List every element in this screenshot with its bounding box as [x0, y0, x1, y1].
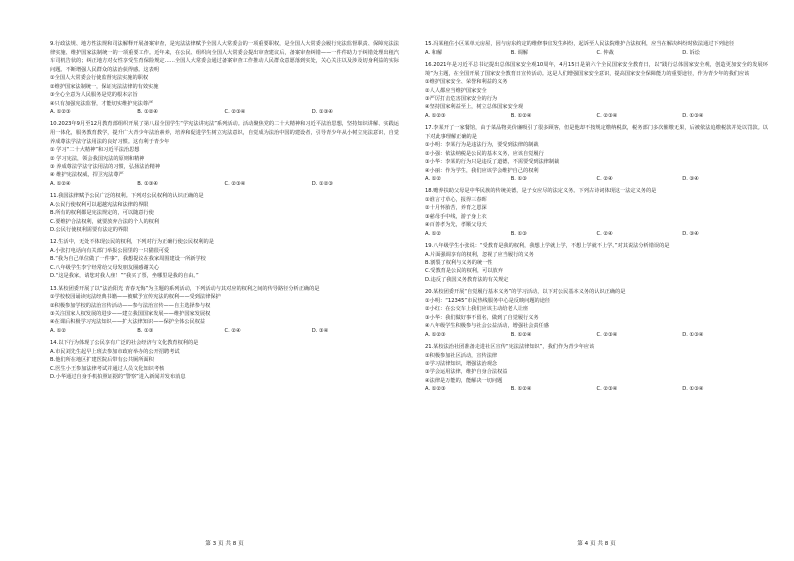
- question-stem: 12.生活中，无处不体现公民的权利，下列对行为正确行使公民权利的是: [50, 239, 214, 246]
- statement-list: [50, 348, 399, 382]
- answer-options: [425, 112, 768, 120]
- statement-item: ③学会运用法律，维护自身合法权益: [425, 369, 508, 376]
- statement-item: ① 学习“二十大精神”和习近平法治思想: [50, 147, 140, 154]
- statement-item: ③小华：我们做好事不留名，做到了自觉履行义务: [425, 314, 539, 321]
- answer-option: D. 诉讼: [682, 49, 700, 56]
- statement-list: [425, 297, 768, 331]
- statement-item: ①维护国家安全、荣誉和利益的义务: [425, 79, 508, 86]
- answer-option: D. ③④: [311, 327, 329, 334]
- answer-option: D. ①③④: [682, 386, 704, 393]
- statement-list: [50, 201, 399, 235]
- statement-item: ④小丽：作为学生，我们应该学会维护自己的权利: [425, 167, 539, 174]
- statement-list: [50, 293, 399, 327]
- statement-item: ②积极参加学校的法治宣传活动——参与法治宣传——自主选择参与权: [50, 302, 211, 309]
- question-block: [50, 120, 399, 188]
- question-stem: 10.2023年9月至12月教育部组织开展了第八届全国学生“学宪法讲宪法”系列活动。活动聚焦党的二十大精神和习近平法治思想，坚持知识讲解、实践运用一体化，服务教育教学，提升广大青少年法治素养，培养和促进学生树立宪法意识，自觉成为法治中国的建设者，引导青少年从小树立宪法意识，自觉养成尊法学法守法用法的良好习惯。这有利于青少年: [50, 121, 399, 145]
- statement-list: [50, 247, 399, 281]
- answer-option: A. ①②: [50, 327, 67, 334]
- statement-item: B.“我为自己单位做了一件事”，我想提议在我家周围建设一所新学校: [50, 256, 206, 263]
- question-stem: 15.冯某租住小区某单元房屋，因与房东约定的维修事宜发生纠纷，起诉至人民法院维护合法权利，应当在解决纠纷时依法通过下列途径: [425, 41, 735, 47]
- answer-option: D. ①②③: [311, 180, 333, 187]
- statement-item: C.要维护合法权利，就要放弃合法的个人的权利: [50, 218, 160, 225]
- statement-item: ②小强：依法纳税是公民的基本义务，应该自觉履行: [425, 150, 544, 157]
- answer-option: D. ③④: [682, 230, 699, 237]
- question-block: [425, 40, 768, 57]
- question-stem: 13.某校团委开展了以“法治阳光 青春无悔”为主题的系列活动，下列活动与其对应的权利之间的传导路径分析正确的是: [50, 285, 320, 292]
- answer-option: B. ①②④: [510, 331, 532, 338]
- statement-item: C.受教育是公民的权利，可以放弃: [425, 268, 503, 275]
- left-question-list: [50, 40, 399, 382]
- answer-option: A. ①②: [425, 230, 442, 237]
- statement-list: [425, 141, 768, 175]
- answer-option: A. ①②③: [425, 112, 446, 119]
- question-block: [425, 124, 768, 183]
- question-block: [425, 187, 768, 238]
- answer-option: B. ①②④: [137, 109, 159, 115]
- question-stem: 14.以下行为体现了公民享有广泛的社会经济与文化教育权利的是: [50, 340, 199, 347]
- question-stem: 20.某校团委开展“自觉履行基本义务”的学习活动，以下对公民基本义务的认识正确的是: [425, 289, 626, 296]
- answer-option: A. ①②③: [425, 386, 446, 393]
- answer-option: C. ②③④: [596, 331, 618, 338]
- answer-option: A. 和解: [425, 49, 443, 56]
- statement-item: D.违反了我国义务教育法的有关规定: [425, 276, 509, 283]
- question-block: [50, 238, 399, 280]
- answer-options: [425, 331, 768, 339]
- question-stem: 9.行政法规、地方性法规和司法解释开展备案审查，是宪法法律赋予全国人大常委会的一项重要职权，是全国人大常委会履行宪法监督职责、保障宪法法律实施、维护国家法制统一的一项重要工作。近年来，在公民、组织向全国人大常委会提出审查建议后，备案审查纠错——一件件助力于纠错处理出租汽车司机告状的；纠正地方对女性享受生育保险规定……全国人大常委会通过备案审查工作推动人民群众意愿落到实处，关心关注以及涉及切身利益的实际问题。不断增强人民群众的法治获得感。这表明: [50, 41, 399, 73]
- answer-option: B. 调解: [510, 49, 528, 56]
- answer-options: [425, 230, 768, 238]
- statement-item: B.他们所在地区扩建医院后带有公共厕所面积: [50, 357, 154, 364]
- statement-item: ③关注国家人权发展的进步——建立我国国家发展——维护国家发展权: [50, 311, 211, 318]
- statement-item: ②十月怀胎苦，养育之恩深: [425, 205, 487, 212]
- page-footer-right: 第 4 页 共 8 页: [577, 541, 616, 547]
- statement-item: ①全国人大常委会行使监督宪法实施的职权: [50, 75, 149, 82]
- statement-item: C.八年级学生李宁经常给父母发朋友圈感谢关心: [50, 264, 160, 271]
- answer-option: B. ①②④: [510, 386, 532, 393]
- statement-item: ①学校校园诵读宪法经典书籍——被赋予宣传宪法的权利——受到法律保护: [50, 294, 221, 301]
- statement-item: ①小明：李某行为是违法行为，要受到法律的制裁: [425, 142, 539, 149]
- statement-item: A.公民行使权利可以超越宪法和法律的界限: [50, 201, 149, 208]
- answer-option: B. ①③④: [137, 180, 159, 187]
- statement-item: ④八年级学生积极参与社会公益活动，增强社会责任感: [425, 323, 549, 330]
- answer-option: A. ①②④: [50, 180, 71, 187]
- statement-item: ④坚持国家利益至上，树立总体国家安全观: [425, 104, 524, 111]
- statement-item: D.“这是我家，请您对我人座！”“我买了票，坐哪里是我的自由。”: [50, 273, 199, 280]
- question-block: [50, 192, 399, 234]
- statement-item: ①小明：“12345”市民热线服务中心是反映问题的途径: [425, 297, 551, 304]
- question-block: [50, 40, 399, 116]
- statement-item: A.市民刘先生起早上班去参加市政府举办的公开招聘考试: [50, 348, 180, 355]
- statement-item: ②人人都应当维护国家安全: [425, 87, 487, 94]
- answer-option: D. ①③④: [682, 112, 704, 119]
- answer-option: B. ①②④: [510, 112, 532, 119]
- statement-item: C.医生小王参加法律考试并通过人员文化知识考核: [50, 365, 165, 372]
- answer-option: C. ②③④: [224, 109, 246, 115]
- statement-list: [425, 196, 768, 230]
- statement-list: [425, 251, 768, 285]
- answer-option: A. ①②③: [425, 331, 446, 338]
- statement-item: ③严厉打击危害国家安全的行为: [425, 96, 498, 102]
- answer-option: C. ②③④: [224, 180, 246, 187]
- left-page-column: [50, 40, 399, 548]
- answer-options: [425, 49, 768, 57]
- answer-option: D. ①③④: [311, 109, 333, 115]
- answer-options: [50, 108, 399, 116]
- question-stem: 11.我国法律赋予公民广泛的权利。下列对公民权利的认识正确的是: [50, 193, 204, 200]
- answer-option: C. ②③④: [596, 112, 618, 119]
- right-page-column: [425, 40, 768, 548]
- statement-item: ②小红：在公交车上我们应该主动给老人让座: [425, 306, 529, 313]
- answer-options: [425, 385, 768, 393]
- answer-option: D. ③④: [682, 176, 699, 183]
- question-block: [50, 285, 399, 336]
- answer-option: C. ②③④: [596, 386, 618, 393]
- question-block: [425, 343, 768, 394]
- question-block: [50, 339, 399, 381]
- question-block: [425, 61, 768, 120]
- answer-option: A. ①②: [425, 176, 442, 183]
- answer-option: C. ②④: [224, 327, 241, 334]
- statement-item: B.割裂了权利与义务的统一性: [425, 260, 493, 267]
- statement-list: [425, 78, 768, 112]
- question-stem: 21.某校法治社团准备走进社区宣传“宪法法律知识”，我们作为青少年应该: [425, 343, 595, 350]
- page-footer-left: 第 3 页 共 8 页: [205, 541, 244, 547]
- statement-item: ③慈母手中线，游子身上衣: [425, 213, 487, 220]
- right-question-list: [425, 40, 768, 394]
- statement-item: ④只有加强宪法监督，才能切实维护宪法尊严: [50, 100, 154, 107]
- statement-item: ②维护国家法制统一，保证宪法法律的有效实施: [50, 83, 159, 90]
- answer-option: C. ②④: [596, 230, 613, 237]
- statement-item: ④百善孝为先，孝顺父母天: [425, 222, 487, 229]
- statement-list: [50, 146, 399, 180]
- statement-item: ③全心全意为人民服务是党的根本宗旨: [50, 92, 138, 99]
- statement-item: ①积极参加社区活动，宣传法律: [425, 352, 498, 359]
- statement-item: A.小张打电话向有关部门举报公园里的一只猫很可爱: [50, 248, 170, 255]
- answer-options: [50, 327, 399, 335]
- answer-options: [425, 175, 768, 183]
- question-block: [425, 242, 768, 284]
- statement-item: ④在课后积极学习宪法知识——扩大法律知识——保护全体公民权益: [50, 319, 206, 326]
- answer-option: B. ①③: [510, 230, 527, 237]
- statement-item: ②学习法律知识，增强法治观念: [425, 360, 498, 367]
- question-stem: 18.赡养扶助父母是中华民族的传统美德，是子女应尽的法定义务。下列古诗词体现这一法定义务的是: [425, 188, 657, 195]
- question-stem: 19.八年级学生小张说：“受教育是我的权利，我想上学就上学，不想上学就不上学。”对其说法分析错误的是: [425, 243, 670, 250]
- statement-item: ④法律是万能的，能解决一切问题: [425, 377, 503, 384]
- answer-options: [50, 180, 399, 188]
- answer-option: C. 仲裁: [596, 49, 614, 56]
- statement-item: ③小华：李某的行为只是违反了道德，不需要受到法律制裁: [425, 159, 560, 166]
- question-stem: 17.李某开了一家餐馆，由于菜品物美价廉吸引了很多顾客，但是他却不按规定缴纳税款，税务部门多次催缴无果，后被依法追缴税款并处以罚款。以下对此事理解正确的是: [425, 125, 768, 140]
- statement-item: B.所有的权利都是宪法规定的，可以随意行使: [50, 210, 154, 217]
- question-block: [425, 288, 768, 339]
- answer-option: B. ①③: [510, 176, 527, 183]
- question-stem: 16.2021年是习近平总书记提出总体国家安全观10周年，4月15日是第六个全民国家安全教育日，以“践行总体国家安全观，创造更加安全的发展环境”为主题，在全国开展了国家安全教育日宣传活动。这是人们增强国家安全意识，提高国家安全保障能力的重要途径，作为青少年的我们应该: [425, 62, 768, 77]
- answer-option: C. ②④: [596, 176, 613, 183]
- statement-item: ①谁言寸草心，报得三春晖: [425, 197, 487, 204]
- statement-list: [50, 74, 399, 108]
- answer-option: A. ①②③: [50, 109, 71, 115]
- answer-option: D. ①③④: [682, 331, 704, 338]
- statement-item: D.小华通过自身手机拍照证据的“警察”进入新闻并发布消息: [50, 374, 186, 381]
- statement-item: D.公民行使权利需要有法定的界限: [50, 227, 129, 234]
- statement-list: [425, 352, 768, 386]
- statement-item: A.片面强调享有的权利，忽视了应当履行的义务: [425, 251, 534, 258]
- statement-item: ② 学习宪法，领会我国宪法的原则和精神: [50, 155, 145, 162]
- answer-option: B. ①③: [137, 327, 154, 334]
- statement-item: ③ 养成尊法学法守法用法的习惯，弘扬法治精神: [50, 164, 161, 170]
- statement-item: ④ 维护宪法权威，捍卫宪法尊严: [50, 172, 124, 179]
